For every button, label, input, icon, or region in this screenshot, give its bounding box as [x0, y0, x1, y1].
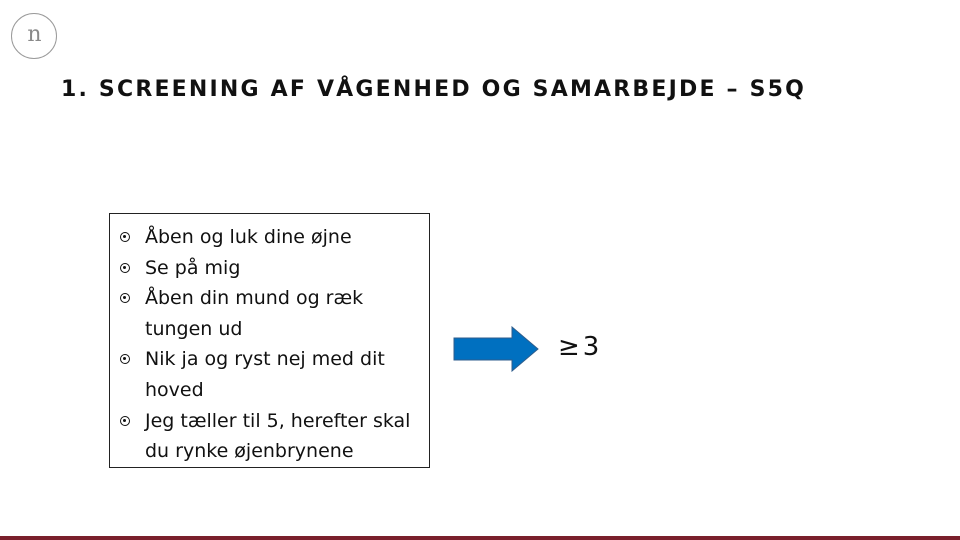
footer-bar — [0, 536, 960, 540]
list-item — [120, 344, 417, 405]
instructions-box — [109, 213, 430, 468]
list-item-text: Nik ja og ryst nej med dit hoved — [145, 348, 385, 401]
list-item-text: Jeg tæller til 5, herefter skal du rynke øjenbrynene — [145, 409, 411, 463]
bullet-icon — [120, 354, 130, 364]
list-item-text: Åben din mund og ræk tungen ud — [145, 287, 364, 340]
instructions-list — [120, 222, 417, 467]
list-item — [120, 406, 417, 467]
logo-mark: n — [27, 21, 41, 47]
bullet-icon — [120, 416, 130, 426]
list-item — [120, 253, 417, 284]
score-threshold: ≥3 — [558, 332, 603, 362]
logo — [11, 13, 57, 59]
bullet-icon — [120, 232, 130, 242]
list-item-text: Se på mig — [145, 256, 241, 279]
right-arrow-icon — [453, 326, 539, 372]
page-title: 1. SCREENING AF VÅGENHED OG SAMARBEJDE – S5Q — [61, 77, 807, 102]
list-item — [120, 283, 417, 344]
bullet-icon — [120, 263, 130, 273]
list-item-text: Åben og luk dine øjne — [145, 226, 352, 248]
bullet-icon — [120, 293, 130, 303]
list-item — [120, 222, 417, 253]
